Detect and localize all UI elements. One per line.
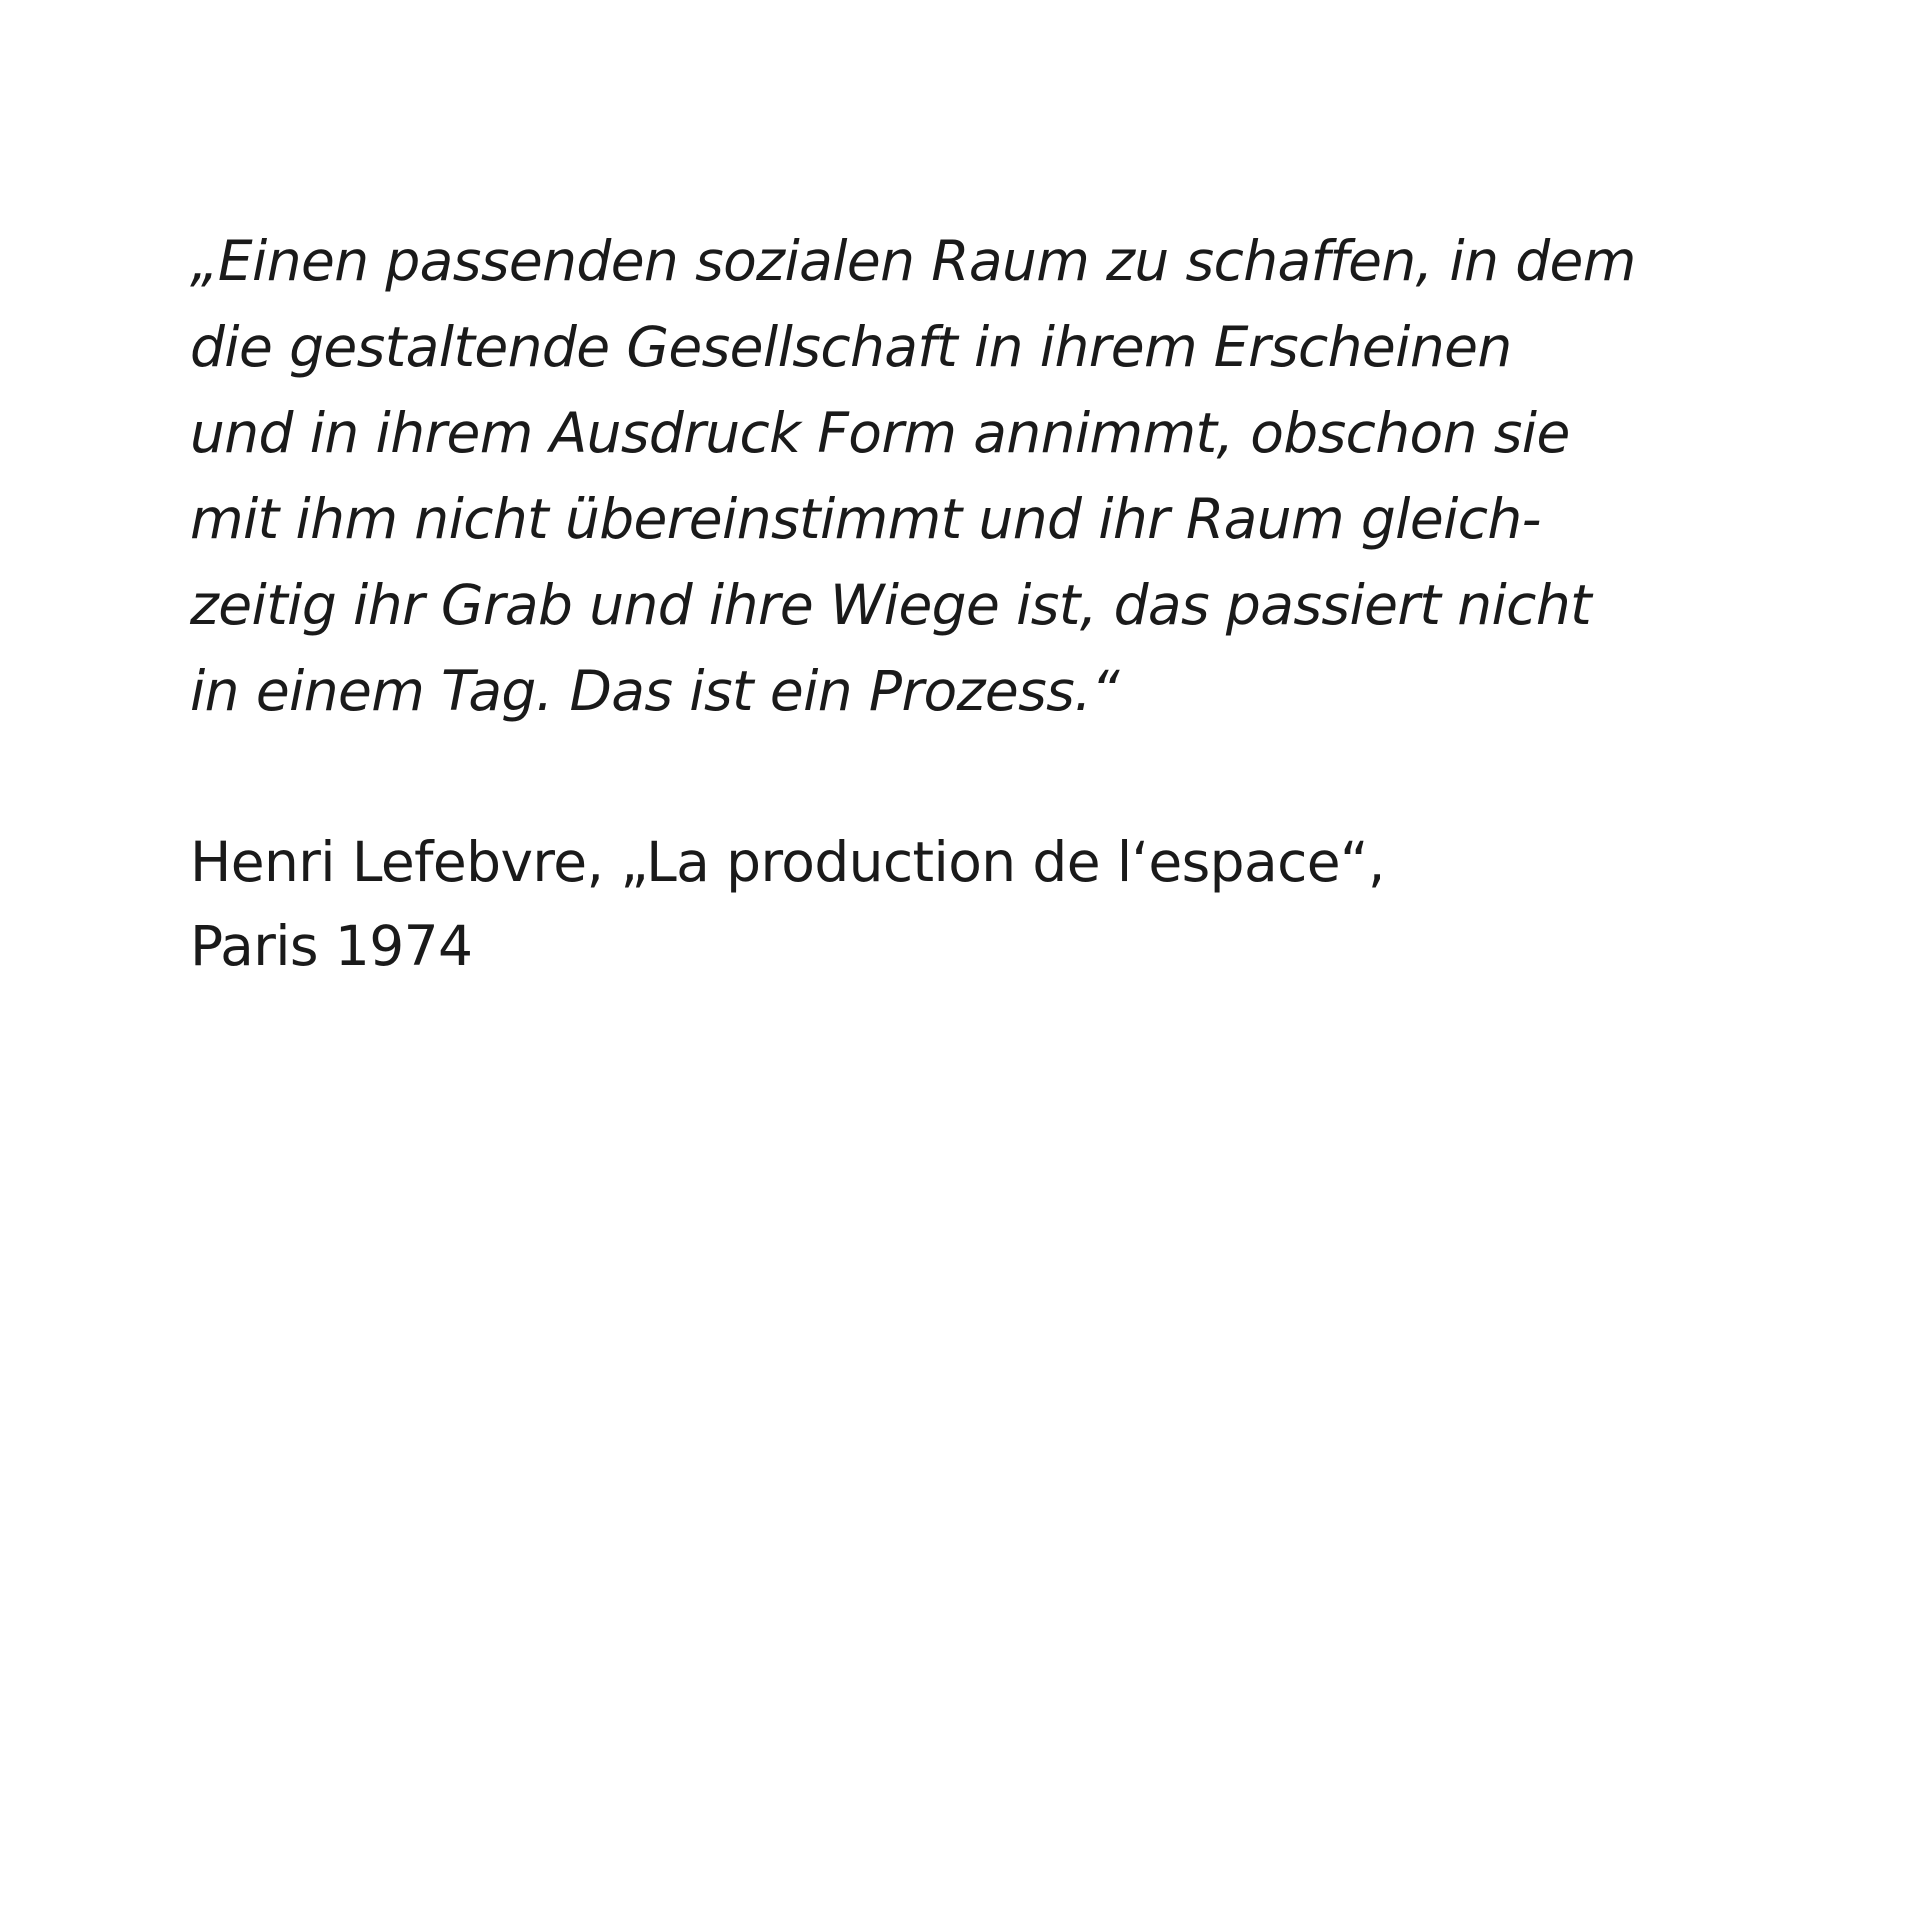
quote-line: in einem Tag. Das ist ein Prozess.“: [190, 659, 1119, 723]
quote-line: und in ihrem Ausdruck Form annimmt, obschon sie: [190, 401, 1570, 465]
quote-text: [190, 218, 1750, 734]
quote-line: mit ihm nicht übereinstimmt und ihr Raum gleich-: [190, 487, 1541, 551]
quote-line: zeitig ihr Grab und ihre Wiege ist, das passiert nicht: [190, 573, 1592, 637]
quote-line: die gestaltende Gesellschaft in ihrem Erscheinen: [190, 315, 1512, 379]
attribution-author-title: Henri Lefebvre, „La production de l‘espace“,: [190, 830, 1385, 894]
attribution-place-year: Paris 1974: [190, 914, 473, 978]
quote-attribution: [190, 820, 1750, 988]
quote-line: „Einen passenden sozialen Raum zu schaffen, in dem: [190, 229, 1636, 293]
